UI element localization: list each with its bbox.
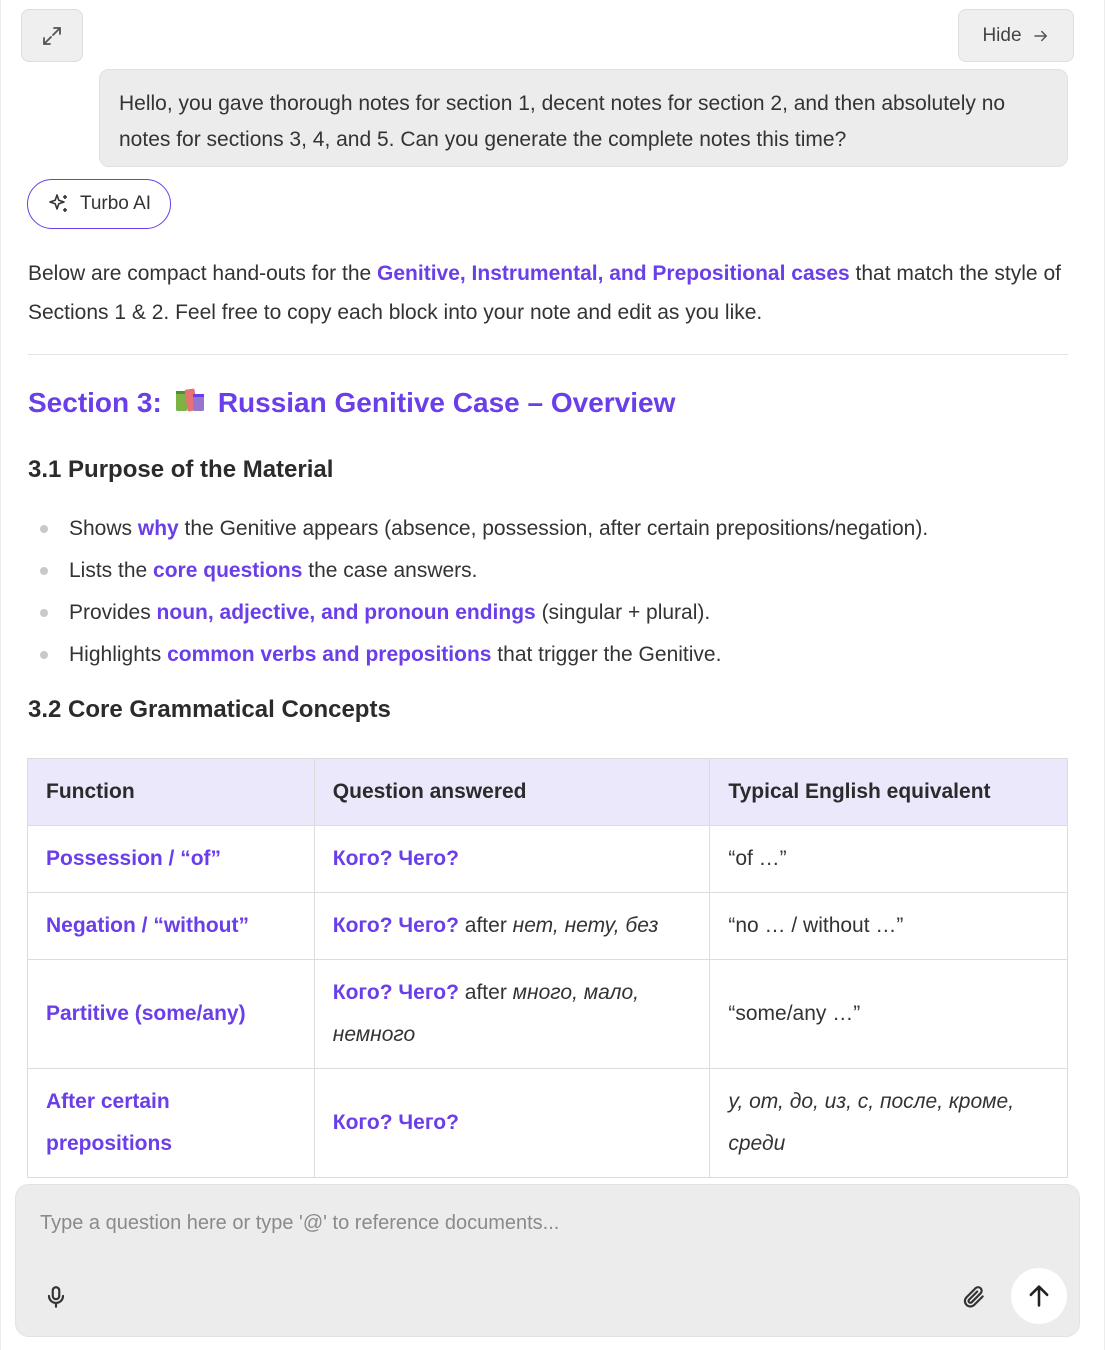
send-button[interactable] <box>1011 1268 1067 1324</box>
list-item <box>39 550 1079 592</box>
section-prefix: Section 3: <box>28 386 162 418</box>
cell-question <box>314 960 710 1069</box>
column-header-function: Function <box>28 759 315 826</box>
bullet-highlight: why <box>137 517 179 540</box>
expand-icon <box>40 24 64 48</box>
cell-function: Possession / “of” <box>28 826 315 893</box>
cell-english: “some/any …” <box>710 960 1068 1069</box>
microphone-icon <box>43 1283 69 1311</box>
bullet-text: Highlights <box>69 643 168 666</box>
section-title <box>28 385 675 420</box>
intro-highlight: Genitive, Instrumental, and Prepositional cases <box>377 262 850 285</box>
cell-question <box>314 1069 710 1178</box>
concepts-table <box>27 758 1068 1178</box>
cell-function: After certain prepositions <box>28 1069 315 1178</box>
expand-button[interactable] <box>21 9 83 62</box>
bullet-highlight: common verbs and prepositions <box>167 643 492 666</box>
question-text: Кого? Чего? <box>332 981 459 1004</box>
turbo-ai-label: Turbo AI <box>79 193 152 214</box>
subsection-title-2: 3.2 Core Grammatical Concepts <box>28 696 391 723</box>
books-icon <box>174 385 206 420</box>
table-row <box>28 960 1068 1069</box>
message-input[interactable] <box>40 1207 940 1239</box>
question-examples: нет, нету, без <box>512 914 659 937</box>
column-header-english: Typical English equivalent <box>710 759 1068 826</box>
turbo-ai-chip[interactable] <box>27 179 171 229</box>
intro-text: Below are compact hand-outs for the <box>28 262 378 285</box>
list-item <box>39 634 1079 676</box>
section-heading-text: Russian Genitive Case – Overview <box>217 386 676 418</box>
table-row <box>28 1069 1068 1178</box>
cell-function: Partitive (some/any) <box>28 960 315 1069</box>
table-header-row <box>28 759 1068 826</box>
attach-button[interactable] <box>956 1279 992 1315</box>
bullet-text: Shows <box>69 517 138 540</box>
bullet-text-end: that trigger the Genitive. <box>491 643 722 666</box>
table-row <box>28 826 1068 893</box>
paperclip-icon <box>961 1284 987 1310</box>
table-row <box>28 893 1068 960</box>
assistant-intro <box>28 254 1068 332</box>
bullet-highlight: core questions <box>153 559 303 582</box>
bullet-text: Lists the <box>69 559 154 582</box>
subsection-title-1: 3.1 Purpose of the Material <box>28 456 334 483</box>
cell-english: у, от, до, из, с, после, кроме, среди <box>710 1069 1068 1178</box>
question-text: Кого? Чего? <box>332 1111 459 1134</box>
bullet-text-end: the case answers. <box>302 559 478 582</box>
list-item <box>39 592 1079 634</box>
cell-english: “of …” <box>710 826 1068 893</box>
bullet-text-end: the Genitive appears (absence, possession, after certain prepositions/negation). <box>178 517 929 540</box>
bullet-text: Provides <box>69 601 157 624</box>
message-composer <box>15 1184 1080 1337</box>
arrow-right-icon <box>1032 27 1050 45</box>
sparkle-icon <box>47 192 71 216</box>
purpose-list <box>39 508 1079 676</box>
question-examples: много, мало, немного <box>332 981 639 1046</box>
arrow-up-icon <box>1025 1282 1053 1310</box>
question-connector: after <box>458 914 513 937</box>
column-header-question: Question answered <box>314 759 710 826</box>
cell-question <box>314 893 710 960</box>
divider <box>28 354 1068 355</box>
cell-english: “no … / without …” <box>710 893 1068 960</box>
intro-text-end: that match the style of Sections 1 & 2. Feel free to copy each block into your note and edit as you like. <box>28 262 1061 324</box>
question-connector: after <box>458 981 513 1004</box>
question-text: Кого? Чего? <box>332 914 459 937</box>
hide-button-label: Hide <box>982 24 1022 46</box>
bullet-text-end: (singular + plural). <box>535 601 711 624</box>
bullet-highlight: noun, adjective, and pronoun endings <box>156 601 536 624</box>
user-message: Hello, you gave thorough notes for section 1, decent notes for section 2, and then absolutely no notes for sections 3, 4, and 5. Can you generate the complete notes this time? <box>99 69 1068 167</box>
cell-function: Negation / “without” <box>28 893 315 960</box>
list-item <box>39 508 1079 550</box>
question-text: Кого? Чего? <box>332 847 459 870</box>
cell-question <box>314 826 710 893</box>
microphone-button[interactable] <box>38 1279 74 1315</box>
hide-button[interactable] <box>958 9 1074 62</box>
